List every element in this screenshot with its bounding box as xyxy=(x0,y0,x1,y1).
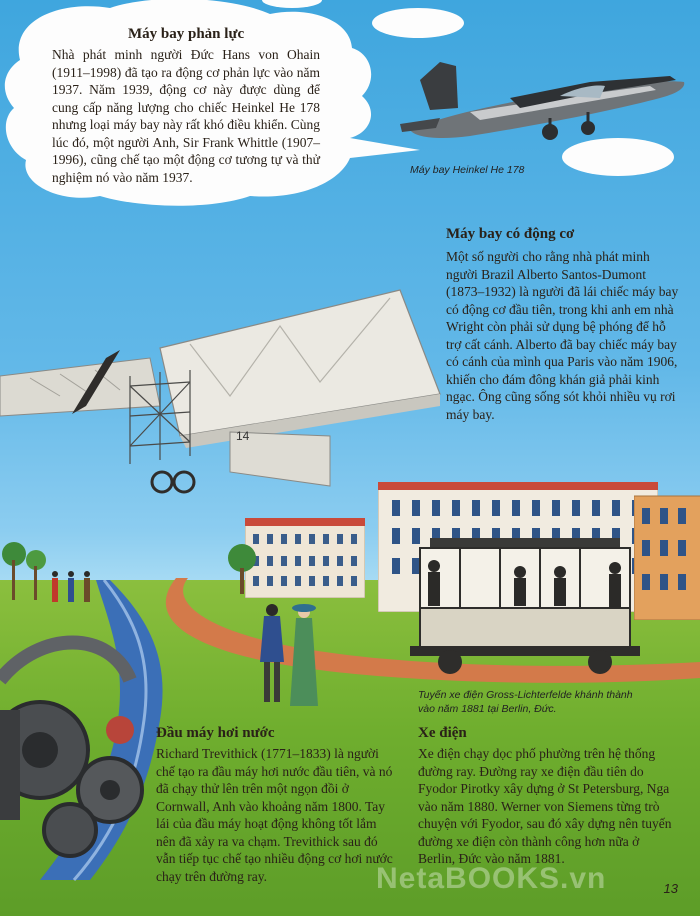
page-number: 13 xyxy=(663,881,678,896)
steam-heading: Đầu máy hơi nước xyxy=(156,725,275,741)
plane-number-label: 14 xyxy=(236,429,250,443)
steam-body: Richard Trevithick (1771–1833) là người chế tạo ra đầu máy hơi nước đầu tiên, và nó đã chạy thử lên trên một ngọn đồi ở Cornwall, Anh vào khoảng năm 1800. Tay lái của đầu máy hoạt động không tốt lắm nên đã xảy ra va chạm. Trevithick sau đó vẫn tiếp tục chế tạo nhiều động cơ hơi nước chạy trên đường ray. xyxy=(156,746,393,884)
tree xyxy=(222,544,262,594)
watermark: NetaBOOKS.vn xyxy=(376,862,607,895)
heinkel-he178-jet-illustration xyxy=(400,58,690,158)
powered-body: Một số người cho rằng nhà phát minh người Brazil Alberto Santos-Dumont (1873–1932) là người đã lái chiếc máy bay có động cơ đầu tiên, trong khi anh em nhà Wright còn phải sử dụng bệ phóng để hỗ trợ cất cánh. Alberto đã bay chiếc máy bay có cánh của mình qua Paris vào năm 1906, khiến cho đám đông khán giả phải kinh ngạc. Ông cũng sống sót khỏi nhiều vụ rơi máy bay. xyxy=(446,249,679,422)
jet-heading: Máy bay phản lực xyxy=(128,26,245,42)
tram-heading: Xe điện xyxy=(418,725,467,741)
jet-caption: Máy bay Heinkel He 178 xyxy=(410,164,525,176)
tram-body: Xe điện chạy dọc phố phường trên hệ thống đường ray. Đường ray xe điện đầu tiên do Fyodor Pirotky xây dựng ở St Petersburg, Nga vào năm 1880. Werner von Siemens từng trò chuyện với Fyodor, sau đó xây dựng nên tuyến đường xe điện còn thành công hơn nữa ở Berlin, Đức vào năm 1881. xyxy=(418,746,672,866)
steam-locomotive-illustration xyxy=(0,620,160,880)
strolling-couple xyxy=(254,602,324,712)
distant-people xyxy=(48,570,98,610)
building-right xyxy=(634,490,700,620)
building-left xyxy=(245,518,365,598)
gross-lichterfelde-tram-illustration xyxy=(400,538,640,678)
tram-caption: Tuyến xe điện Gross-Lichterfelde khánh thành vào năm 1881 tại Berlin, Đức. xyxy=(418,689,633,715)
jet-body: Nhà phát minh người Đức Hans von Ohain (1911–1998) đã tạo ra động cơ phản lực vào năm 1937. Năm 1939, động cơ này được dùng để cung cấp năng lượng cho chiếc Heinkel He 178 nhưng loại máy bay này rất khó điều khiển. Cùng lúc đó, một người Anh, Sir Frank Whittle (1907–1996), cũng chế tạo một động cơ tương tự và thử nghiệm nó vào năm 1937. xyxy=(52,47,320,185)
powered-heading: Máy bay có động cơ xyxy=(446,226,575,242)
santos-dumont-biplane-illustration xyxy=(0,286,450,496)
